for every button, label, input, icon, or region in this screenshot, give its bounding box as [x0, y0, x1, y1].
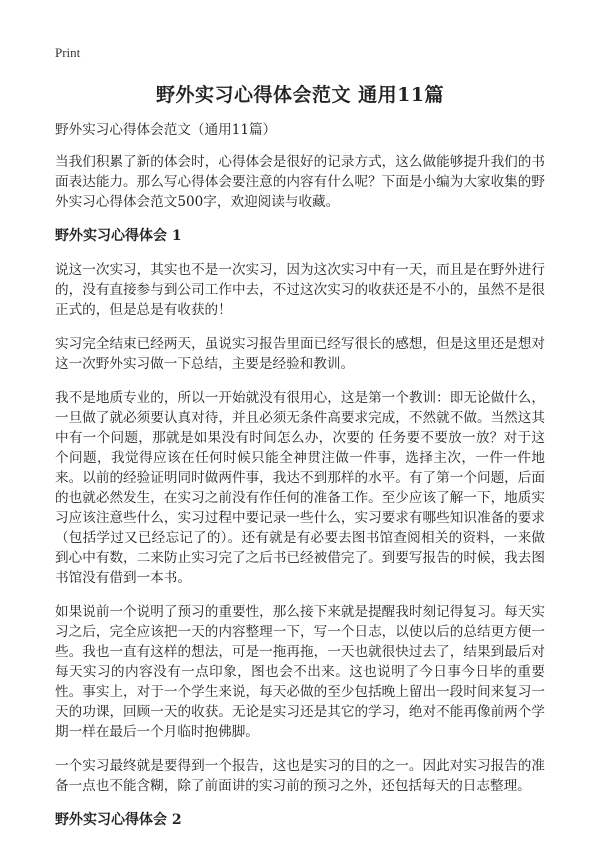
paragraph-2: 实习完全结束已经两天，虽说实习报告里面已经写很长的感想，但是这里还是想对这一次野外实习做一下总结，主要是经验和教训。: [55, 336, 545, 372]
paragraph-4: 如果说前一个说明了预习的重要性，那么接下来就是提醒我时刻记得复习。每天实习之后，完全应该把一天的内容整理一下，写一个日志，以使以后的总结更方便一些。我也一直有这样的想法，可是一拖再拖，一天也就很快过去了，结果到最后对每天实习的内容没有一点印象，图也会不出来。这也说明了今日事今日毕的重要性。事实上，对于一个学生来说，每天必做的至少包括晚上留出一段时间来复习一天的功课，回顾一天的收获。无论是实习还是其它的学习，绝对不能再像前两个学期一样在最后一个月临时抱佛脚。: [55, 604, 545, 740]
intro-paragraph: 当我们积累了新的体会时，心得体会是很好的记录方式，这么做能够提升我们的书面表达能力。那么写心得体会要注意的内容有什么呢？下面是小编为大家收集的野外实习心得体会范文500字，欢迎阅读与收藏。: [55, 154, 545, 210]
article-body: [55, 120, 545, 844]
print-link[interactable]: Print: [55, 45, 81, 60]
paragraph-5: 一个实习最终就是要得到一个报告，这也是实习的目的之一。因此对实习报告的准备一点也不能含糊，除了前面讲的实习前的预习之外，还包括每天的日志整理。: [55, 758, 545, 794]
paragraph-3: 我不是地质专业的，所以一开始就没有很用心，这是第一个教训：即无论做什么，一旦做了就必须要认真对待，并且必须无条件高要求完成，不然就不做。当然这其中有一个问题，那就是如果没有时间怎么办，次要的 任务要不要放一放？对于这个问题，我觉得应该在任何时候只能全神贯注做一件事，选择主次，一件一件地来。以前的经验证明同时做两件事，我达不到那样的水平。有了第一个问题，后面的也就必然发生，在实习之前没有作任何的准备工作。至少应该了解一下，地质实习应该注意些什么，实习过程中要记录一些什么，实习要求有哪些知识准备的要求（包括学过又已经忘记了的）。还有就是有必要去图书馆查阅相关的资料，一来做到心中有数，二来防止实习完了之后书已经被借完了。到要写报告的时候，我去图书馆没有借到一本书。: [55, 390, 545, 586]
section-heading-1: 野外实习心得体会 1: [55, 228, 182, 244]
paragraph-1: 说这一次实习，其实也不是一次实习，因为这次实习中有一天，而且是在野外进行的，没有直接参与到公司工作中去，不过这次实习的收获还是不小的，虽然不是很正式的，但是总是有收获的！: [55, 262, 545, 318]
article-subtitle: 野外实习心得体会范文（通用11篇）: [55, 122, 277, 138]
document-title: 野外实习心得体会范文 通用11篇: [155, 84, 445, 106]
section-heading-2: 野外实习心得体会 2: [55, 812, 182, 828]
